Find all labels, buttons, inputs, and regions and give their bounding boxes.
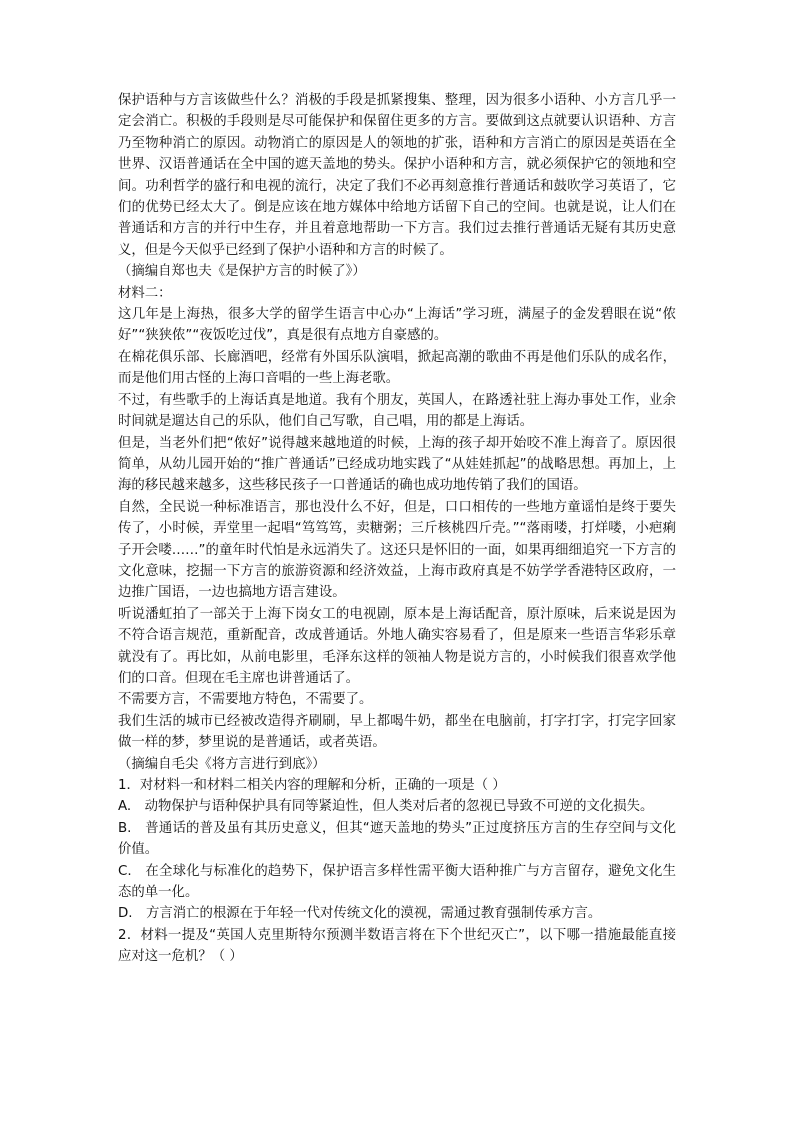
question-one-stem: 1．对材料一和材料二相关内容的理解和分析，正确的一项是（ ）: [118, 778, 506, 793]
material-two-paragraph: 不需要方言，不需要地方特色，不需要了。: [118, 692, 373, 708]
question-one-option-a: A. 动物保护与语种保护具有同等紧迫性，但人类对后者的忽视已导致不可逆的文化损失。: [118, 799, 654, 815]
material-two-paragraph: 我们生活的城市已经被改造得齐刷刷，早上都喝牛奶，都坐在电脑前，打字打字，打完字回家做一样的梦，梦里说的是普通话，或者英语。: [118, 713, 676, 751]
material-two-paragraph: 自然，全民说一种标准语言，那也没什么不好，但是，口口相传的一些地方童谣怕是终于要失传了，小时候，弄堂里一起唱“笃笃笃，卖糖粥；三斤核桃四斤壳。”“落雨喽，打烊喽，小疤痢子开会喽……”的童年时代怕是永远消失了。这还只是怀旧的一面，如果再细细追究一下方言的文化意味，挖掘一下方言的旅游资源和经济效益，上海市政府真是不妨学学香港特区政府，一边推广国语，一边也搞地方语言建设。: [118, 499, 676, 601]
material-two-paragraph: 不过，有些歌手的上海话真是地道。我有个朋友，英国人，在路透社驻上海办事处工作，业余时间就是遛达自己的乐队，他们自己写歌，自己唱，用的都是上海话。: [118, 392, 676, 430]
material-two-label: 材料二：: [118, 285, 172, 301]
source-citation-one: （摘编自郑也夫《是保护方言的时候了》）: [118, 264, 366, 280]
question-two-stem: 2．材料一提及“英国人克里斯特尔预测半数语言将在下个世纪灭亡”，以下哪一措施最能直接应对这一危机？（ ）: [118, 927, 676, 965]
question-one-option-b: B. 普通话的普及虽有其历史意义，但其“遮天盖地的势头”正过度挤压方言的生存空间与文化价值。: [118, 820, 676, 858]
material-two-paragraph: 在棉花俱乐部、长廊酒吧，经常有外国乐队演唱，掀起高潮的歌曲不再是他们乐队的成名作，而是他们用古怪的上海口音唱的一些上海老歌。: [118, 349, 676, 387]
material-two-paragraph: 但是，当老外们把“侬好”说得越来越地道的时候，上海的孩子却开始咬不准上海音了。原因很简单，从幼儿园开始的“推广普通话”已经成功地实践了“从娃娃抓起”的战略思想。再加上，上海的移民越来越多，这些移民孩子一口普通话的确也成功地传销了我们的国语。: [118, 435, 676, 494]
material-two-paragraph: 听说潘虹拍了一部关于上海下岗女工的电视剧，原本是上海话配音，原汁原味，后来说是因为不符合语言规范，重新配音，改成普通话。外地人确实容易看了，但是原来一些语言华彩乐章就没有了。再比如，从前电影里，毛泽东这样的领袖人物是说方言的，小时候我们很喜欢学他们的口音。但现在毛主席也讲普通话了。: [118, 606, 676, 686]
source-citation-two: （摘编自毛尖《将方言进行到底》）: [118, 756, 326, 772]
material-one-paragraph: 保护语种与方言该做些什么？消极的手段是抓紧搜集、整理，因为很多小语种、小方言几乎一定会消亡。积极的手段则是尽可能保护和保留住更多的方言。要做到这点就要认识语种、方言乃至物种消亡的原因。动物消亡的原因是人的领地的扩张，语种和方言消亡的原因是英语在全世界、汉语普通话在全中国的遮天盖地的势头。保护小语种和方言，就必须保护它的领地和空间。功利哲学的盛行和电视的流行，决定了我们不必再刻意推行普通话和鼓吹学习英语了，它们的优势已经太大了。倒是应该在地方媒体中给地方话留下自己的空间。也就是说，让人们在普通话和方言的并行中生存，并且着意地帮助一下方言。我们过去推行普通话无疑有其历史意义，但是今天似乎已经到了保护小语种和方言的时候了。: [118, 93, 676, 258]
material-two-paragraph: 这几年是上海热，很多大学的留学生语言中心办“上海话”学习班，满屋子的金发碧眼在说“侬好”“狭狭侬”“夜饭吃过伐”，真是很有点地方自豪感的。: [118, 307, 676, 344]
document-page: [118, 90, 676, 968]
question-one-option-d: D. 方言消亡的根源在于年轻一代对传统文化的漠视，需通过教育强制传承方言。: [118, 906, 602, 922]
question-one-option-c: C. 在全球化与标准化的趋势下，保护语言多样性需平衡大语种推广与方言留存，避免文化生态的单一化。: [118, 863, 676, 901]
